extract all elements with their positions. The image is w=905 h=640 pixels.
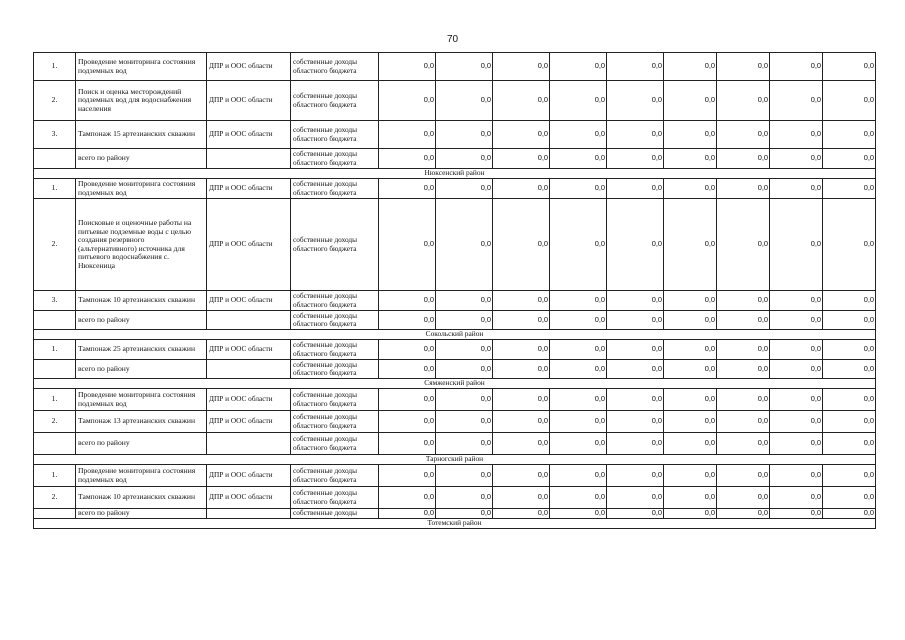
budget-table-sheet bbox=[33, 52, 875, 529]
measure-name: Поисковые и оценочные работы на питьевые подземные воды с целью создания резервного (альтернативного) источника для питьевого водоснабжения с. Нюксеница bbox=[76, 199, 207, 291]
row-number-empty bbox=[34, 149, 76, 169]
row-number: 2. bbox=[34, 487, 76, 509]
value-cell: 0,0 bbox=[770, 411, 823, 433]
total-value-cell: 0,0 bbox=[664, 311, 717, 330]
value-cell: 0,0 bbox=[717, 81, 770, 121]
budget-table bbox=[33, 52, 876, 529]
value-cell: 0,0 bbox=[823, 81, 876, 121]
value-cell: 0,0 bbox=[493, 487, 550, 509]
value-cell: 0,0 bbox=[770, 199, 823, 291]
row-number: 1. bbox=[34, 53, 76, 81]
value-cell: 0,0 bbox=[607, 53, 664, 81]
measure-name: Проведение мониторинга состояния подземных вод bbox=[76, 53, 207, 81]
row-number: 1. bbox=[34, 389, 76, 411]
responsible-empty bbox=[207, 360, 291, 379]
district-total-row bbox=[34, 360, 876, 379]
row-number: 1. bbox=[34, 465, 76, 487]
total-value-cell: 0,0 bbox=[493, 509, 550, 519]
value-cell: 0,0 bbox=[607, 465, 664, 487]
funding-source: собственные доходы областного бюджета bbox=[291, 149, 379, 169]
value-cell: 0,0 bbox=[770, 81, 823, 121]
value-cell: 0,0 bbox=[436, 81, 493, 121]
responsible-executor: ДПР и ООС области bbox=[207, 465, 291, 487]
table-row bbox=[34, 291, 876, 311]
row-number: 2. bbox=[34, 81, 76, 121]
responsible-executor: ДПР и ООС области bbox=[207, 389, 291, 411]
total-value-cell: 0,0 bbox=[664, 433, 717, 455]
total-value-cell: 0,0 bbox=[493, 149, 550, 169]
table-row bbox=[34, 53, 876, 81]
responsible-empty bbox=[207, 509, 291, 519]
value-cell: 0,0 bbox=[770, 465, 823, 487]
responsible-executor: ДПР и ООС области bbox=[207, 487, 291, 509]
total-value-cell: 0,0 bbox=[379, 433, 436, 455]
value-cell: 0,0 bbox=[493, 411, 550, 433]
value-cell: 0,0 bbox=[379, 199, 436, 291]
total-value-cell: 0,0 bbox=[379, 360, 436, 379]
value-cell: 0,0 bbox=[550, 465, 607, 487]
total-value-cell: 0,0 bbox=[607, 509, 664, 519]
value-cell: 0,0 bbox=[717, 121, 770, 149]
measure-name: Тампонаж 10 артезианских скважин bbox=[76, 291, 207, 311]
value-cell: 0,0 bbox=[493, 179, 550, 199]
total-value-cell: 0,0 bbox=[550, 149, 607, 169]
table-row bbox=[34, 465, 876, 487]
value-cell: 0,0 bbox=[664, 179, 717, 199]
measure-name: Тампонаж 25 артезианских скважин bbox=[76, 340, 207, 360]
total-value-cell: 0,0 bbox=[607, 360, 664, 379]
total-value-cell: 0,0 bbox=[770, 509, 823, 519]
value-cell: 0,0 bbox=[717, 465, 770, 487]
value-cell: 0,0 bbox=[436, 340, 493, 360]
responsible-executor: ДПР и ООС области bbox=[207, 81, 291, 121]
measure-name: Проведение мониторинга состояния подземных вод bbox=[76, 465, 207, 487]
value-cell: 0,0 bbox=[664, 340, 717, 360]
district-header: Нюксенский район bbox=[34, 169, 876, 179]
district-row bbox=[34, 330, 876, 340]
total-label: всего по району bbox=[76, 509, 207, 519]
value-cell: 0,0 bbox=[664, 465, 717, 487]
total-label: всего по району bbox=[76, 149, 207, 169]
total-value-cell: 0,0 bbox=[607, 149, 664, 169]
total-value-cell: 0,0 bbox=[717, 360, 770, 379]
total-value-cell: 0,0 bbox=[823, 149, 876, 169]
total-label: всего по району bbox=[76, 360, 207, 379]
measure-name: Тампонаж 15 артезианских скважин bbox=[76, 121, 207, 149]
value-cell: 0,0 bbox=[664, 291, 717, 311]
value-cell: 0,0 bbox=[717, 291, 770, 311]
value-cell: 0,0 bbox=[436, 199, 493, 291]
district-total-row bbox=[34, 433, 876, 455]
table-row bbox=[34, 179, 876, 199]
value-cell: 0,0 bbox=[550, 121, 607, 149]
value-cell: 0,0 bbox=[379, 291, 436, 311]
value-cell: 0,0 bbox=[607, 179, 664, 199]
total-value-cell: 0,0 bbox=[717, 509, 770, 519]
table-body bbox=[34, 53, 876, 529]
total-value-cell: 0,0 bbox=[436, 311, 493, 330]
district-header: Тотемский район bbox=[34, 519, 876, 529]
value-cell: 0,0 bbox=[823, 411, 876, 433]
district-total-row bbox=[34, 311, 876, 330]
value-cell: 0,0 bbox=[379, 340, 436, 360]
total-value-cell: 0,0 bbox=[717, 149, 770, 169]
value-cell: 0,0 bbox=[436, 179, 493, 199]
total-value-cell: 0,0 bbox=[550, 360, 607, 379]
funding-source: собственные доходы областного бюджета bbox=[291, 433, 379, 455]
total-value-cell: 0,0 bbox=[770, 360, 823, 379]
total-value-cell: 0,0 bbox=[436, 433, 493, 455]
funding-source: собственные доходы областного бюджета bbox=[291, 291, 379, 311]
value-cell: 0,0 bbox=[717, 340, 770, 360]
value-cell: 0,0 bbox=[379, 121, 436, 149]
value-cell: 0,0 bbox=[607, 81, 664, 121]
total-value-cell: 0,0 bbox=[770, 311, 823, 330]
total-value-cell: 0,0 bbox=[493, 433, 550, 455]
value-cell: 0,0 bbox=[436, 389, 493, 411]
total-value-cell: 0,0 bbox=[823, 311, 876, 330]
total-value-cell: 0,0 bbox=[823, 433, 876, 455]
row-number: 1. bbox=[34, 179, 76, 199]
value-cell: 0,0 bbox=[550, 199, 607, 291]
value-cell: 0,0 bbox=[550, 291, 607, 311]
table-row bbox=[34, 487, 876, 509]
total-value-cell: 0,0 bbox=[664, 360, 717, 379]
responsible-executor: ДПР и ООС области bbox=[207, 340, 291, 360]
total-label: всего по району bbox=[76, 433, 207, 455]
row-number-empty bbox=[34, 509, 76, 519]
total-value-cell: 0,0 bbox=[717, 433, 770, 455]
funding-source: собственные доходы областного бюджета bbox=[291, 53, 379, 81]
value-cell: 0,0 bbox=[770, 291, 823, 311]
value-cell: 0,0 bbox=[770, 53, 823, 81]
funding-source: собственные доходы областного бюджета bbox=[291, 121, 379, 149]
total-value-cell: 0,0 bbox=[436, 149, 493, 169]
district-header: Сямженский район bbox=[34, 379, 876, 389]
total-value-cell: 0,0 bbox=[607, 311, 664, 330]
row-number: 1. bbox=[34, 340, 76, 360]
funding-source: собственные доходы областного бюджета bbox=[291, 487, 379, 509]
district-header: Тарногский район bbox=[34, 455, 876, 465]
value-cell: 0,0 bbox=[607, 389, 664, 411]
value-cell: 0,0 bbox=[823, 389, 876, 411]
total-value-cell: 0,0 bbox=[770, 149, 823, 169]
value-cell: 0,0 bbox=[823, 199, 876, 291]
value-cell: 0,0 bbox=[823, 487, 876, 509]
district-row bbox=[34, 455, 876, 465]
value-cell: 0,0 bbox=[717, 487, 770, 509]
value-cell: 0,0 bbox=[436, 121, 493, 149]
total-value-cell: 0,0 bbox=[436, 509, 493, 519]
row-number-empty bbox=[34, 360, 76, 379]
funding-source: собственные доходы областного бюджета bbox=[291, 179, 379, 199]
total-value-cell: 0,0 bbox=[379, 509, 436, 519]
value-cell: 0,0 bbox=[664, 411, 717, 433]
value-cell: 0,0 bbox=[379, 179, 436, 199]
total-value-cell: 0,0 bbox=[379, 311, 436, 330]
responsible-empty bbox=[207, 311, 291, 330]
total-value-cell: 0,0 bbox=[550, 433, 607, 455]
value-cell: 0,0 bbox=[436, 291, 493, 311]
value-cell: 0,0 bbox=[717, 179, 770, 199]
responsible-executor: ДПР и ООС области bbox=[207, 411, 291, 433]
funding-source: собственные доходы областного бюджета bbox=[291, 340, 379, 360]
value-cell: 0,0 bbox=[379, 81, 436, 121]
value-cell: 0,0 bbox=[823, 121, 876, 149]
measure-name: Поиск и оценка месторождений подземных вод для водоснабжения населения bbox=[76, 81, 207, 121]
value-cell: 0,0 bbox=[823, 465, 876, 487]
value-cell: 0,0 bbox=[823, 291, 876, 311]
value-cell: 0,0 bbox=[493, 81, 550, 121]
funding-source: собственные доходы областного бюджета bbox=[291, 81, 379, 121]
table-row bbox=[34, 340, 876, 360]
total-value-cell: 0,0 bbox=[770, 433, 823, 455]
row-number: 2. bbox=[34, 199, 76, 291]
district-row bbox=[34, 519, 876, 529]
measure-name: Тампонаж 10 артезианских скважин bbox=[76, 487, 207, 509]
responsible-executor: ДПР и ООС области bbox=[207, 199, 291, 291]
measure-name: Тампонаж 13 артезианских скважин bbox=[76, 411, 207, 433]
value-cell: 0,0 bbox=[664, 121, 717, 149]
value-cell: 0,0 bbox=[379, 411, 436, 433]
total-value-cell: 0,0 bbox=[664, 149, 717, 169]
value-cell: 0,0 bbox=[664, 199, 717, 291]
row-number: 3. bbox=[34, 121, 76, 149]
value-cell: 0,0 bbox=[717, 53, 770, 81]
value-cell: 0,0 bbox=[607, 291, 664, 311]
total-value-cell: 0,0 bbox=[607, 433, 664, 455]
value-cell: 0,0 bbox=[493, 465, 550, 487]
responsible-executor: ДПР и ООС области bbox=[207, 53, 291, 81]
value-cell: 0,0 bbox=[717, 199, 770, 291]
value-cell: 0,0 bbox=[823, 179, 876, 199]
funding-source: собственные доходы областного бюджета bbox=[291, 360, 379, 379]
value-cell: 0,0 bbox=[607, 121, 664, 149]
total-label: всего по району bbox=[76, 311, 207, 330]
value-cell: 0,0 bbox=[770, 340, 823, 360]
total-value-cell: 0,0 bbox=[493, 360, 550, 379]
total-value-cell: 0,0 bbox=[493, 311, 550, 330]
row-number-empty bbox=[34, 311, 76, 330]
funding-source: собственные доходы областного бюджета bbox=[291, 465, 379, 487]
value-cell: 0,0 bbox=[717, 389, 770, 411]
table-row bbox=[34, 411, 876, 433]
value-cell: 0,0 bbox=[379, 389, 436, 411]
value-cell: 0,0 bbox=[770, 389, 823, 411]
value-cell: 0,0 bbox=[607, 340, 664, 360]
page-number: 70 bbox=[446, 34, 459, 45]
funding-source: собственные доходы bbox=[291, 509, 379, 519]
value-cell: 0,0 bbox=[607, 487, 664, 509]
value-cell: 0,0 bbox=[436, 411, 493, 433]
value-cell: 0,0 bbox=[550, 487, 607, 509]
value-cell: 0,0 bbox=[493, 389, 550, 411]
value-cell: 0,0 bbox=[607, 199, 664, 291]
responsible-executor: ДПР и ООС области bbox=[207, 179, 291, 199]
value-cell: 0,0 bbox=[664, 81, 717, 121]
measure-name: Проведение мониторинга состояния подземных вод bbox=[76, 179, 207, 199]
district-row bbox=[34, 379, 876, 389]
total-value-cell: 0,0 bbox=[436, 360, 493, 379]
value-cell: 0,0 bbox=[493, 199, 550, 291]
district-total-row bbox=[34, 509, 876, 519]
value-cell: 0,0 bbox=[770, 487, 823, 509]
row-number-empty bbox=[34, 433, 76, 455]
value-cell: 0,0 bbox=[550, 340, 607, 360]
value-cell: 0,0 bbox=[550, 411, 607, 433]
district-header: Сокольский район bbox=[34, 330, 876, 340]
value-cell: 0,0 bbox=[664, 53, 717, 81]
value-cell: 0,0 bbox=[493, 340, 550, 360]
row-number: 3. bbox=[34, 291, 76, 311]
value-cell: 0,0 bbox=[770, 121, 823, 149]
value-cell: 0,0 bbox=[823, 340, 876, 360]
table-row bbox=[34, 81, 876, 121]
table-row bbox=[34, 389, 876, 411]
responsible-empty bbox=[207, 433, 291, 455]
table-row bbox=[34, 199, 876, 291]
value-cell: 0,0 bbox=[607, 411, 664, 433]
value-cell: 0,0 bbox=[550, 53, 607, 81]
value-cell: 0,0 bbox=[379, 53, 436, 81]
total-value-cell: 0,0 bbox=[379, 149, 436, 169]
value-cell: 0,0 bbox=[436, 465, 493, 487]
value-cell: 0,0 bbox=[823, 53, 876, 81]
value-cell: 0,0 bbox=[493, 53, 550, 81]
funding-source: собственные доходы областного бюджета bbox=[291, 389, 379, 411]
value-cell: 0,0 bbox=[436, 487, 493, 509]
value-cell: 0,0 bbox=[550, 179, 607, 199]
value-cell: 0,0 bbox=[436, 53, 493, 81]
value-cell: 0,0 bbox=[717, 411, 770, 433]
total-value-cell: 0,0 bbox=[550, 509, 607, 519]
value-cell: 0,0 bbox=[379, 465, 436, 487]
total-value-cell: 0,0 bbox=[664, 509, 717, 519]
value-cell: 0,0 bbox=[550, 81, 607, 121]
district-row bbox=[34, 169, 876, 179]
responsible-executor: ДПР и ООС области bbox=[207, 291, 291, 311]
funding-source: собственные доходы областного бюджета bbox=[291, 411, 379, 433]
total-value-cell: 0,0 bbox=[823, 360, 876, 379]
value-cell: 0,0 bbox=[664, 389, 717, 411]
total-value-cell: 0,0 bbox=[550, 311, 607, 330]
value-cell: 0,0 bbox=[493, 121, 550, 149]
district-total-row bbox=[34, 149, 876, 169]
responsible-empty bbox=[207, 149, 291, 169]
table-row bbox=[34, 121, 876, 149]
value-cell: 0,0 bbox=[379, 487, 436, 509]
funding-source: собственные доходы областного бюджета bbox=[291, 199, 379, 291]
value-cell: 0,0 bbox=[664, 487, 717, 509]
total-value-cell: 0,0 bbox=[823, 509, 876, 519]
value-cell: 0,0 bbox=[550, 389, 607, 411]
funding-source: собственные доходы областного бюджета bbox=[291, 311, 379, 330]
measure-name: Проведение мониторинга состояния подземных вод bbox=[76, 389, 207, 411]
value-cell: 0,0 bbox=[770, 179, 823, 199]
row-number: 2. bbox=[34, 411, 76, 433]
responsible-executor: ДПР и ООС области bbox=[207, 121, 291, 149]
total-value-cell: 0,0 bbox=[717, 311, 770, 330]
value-cell: 0,0 bbox=[493, 291, 550, 311]
